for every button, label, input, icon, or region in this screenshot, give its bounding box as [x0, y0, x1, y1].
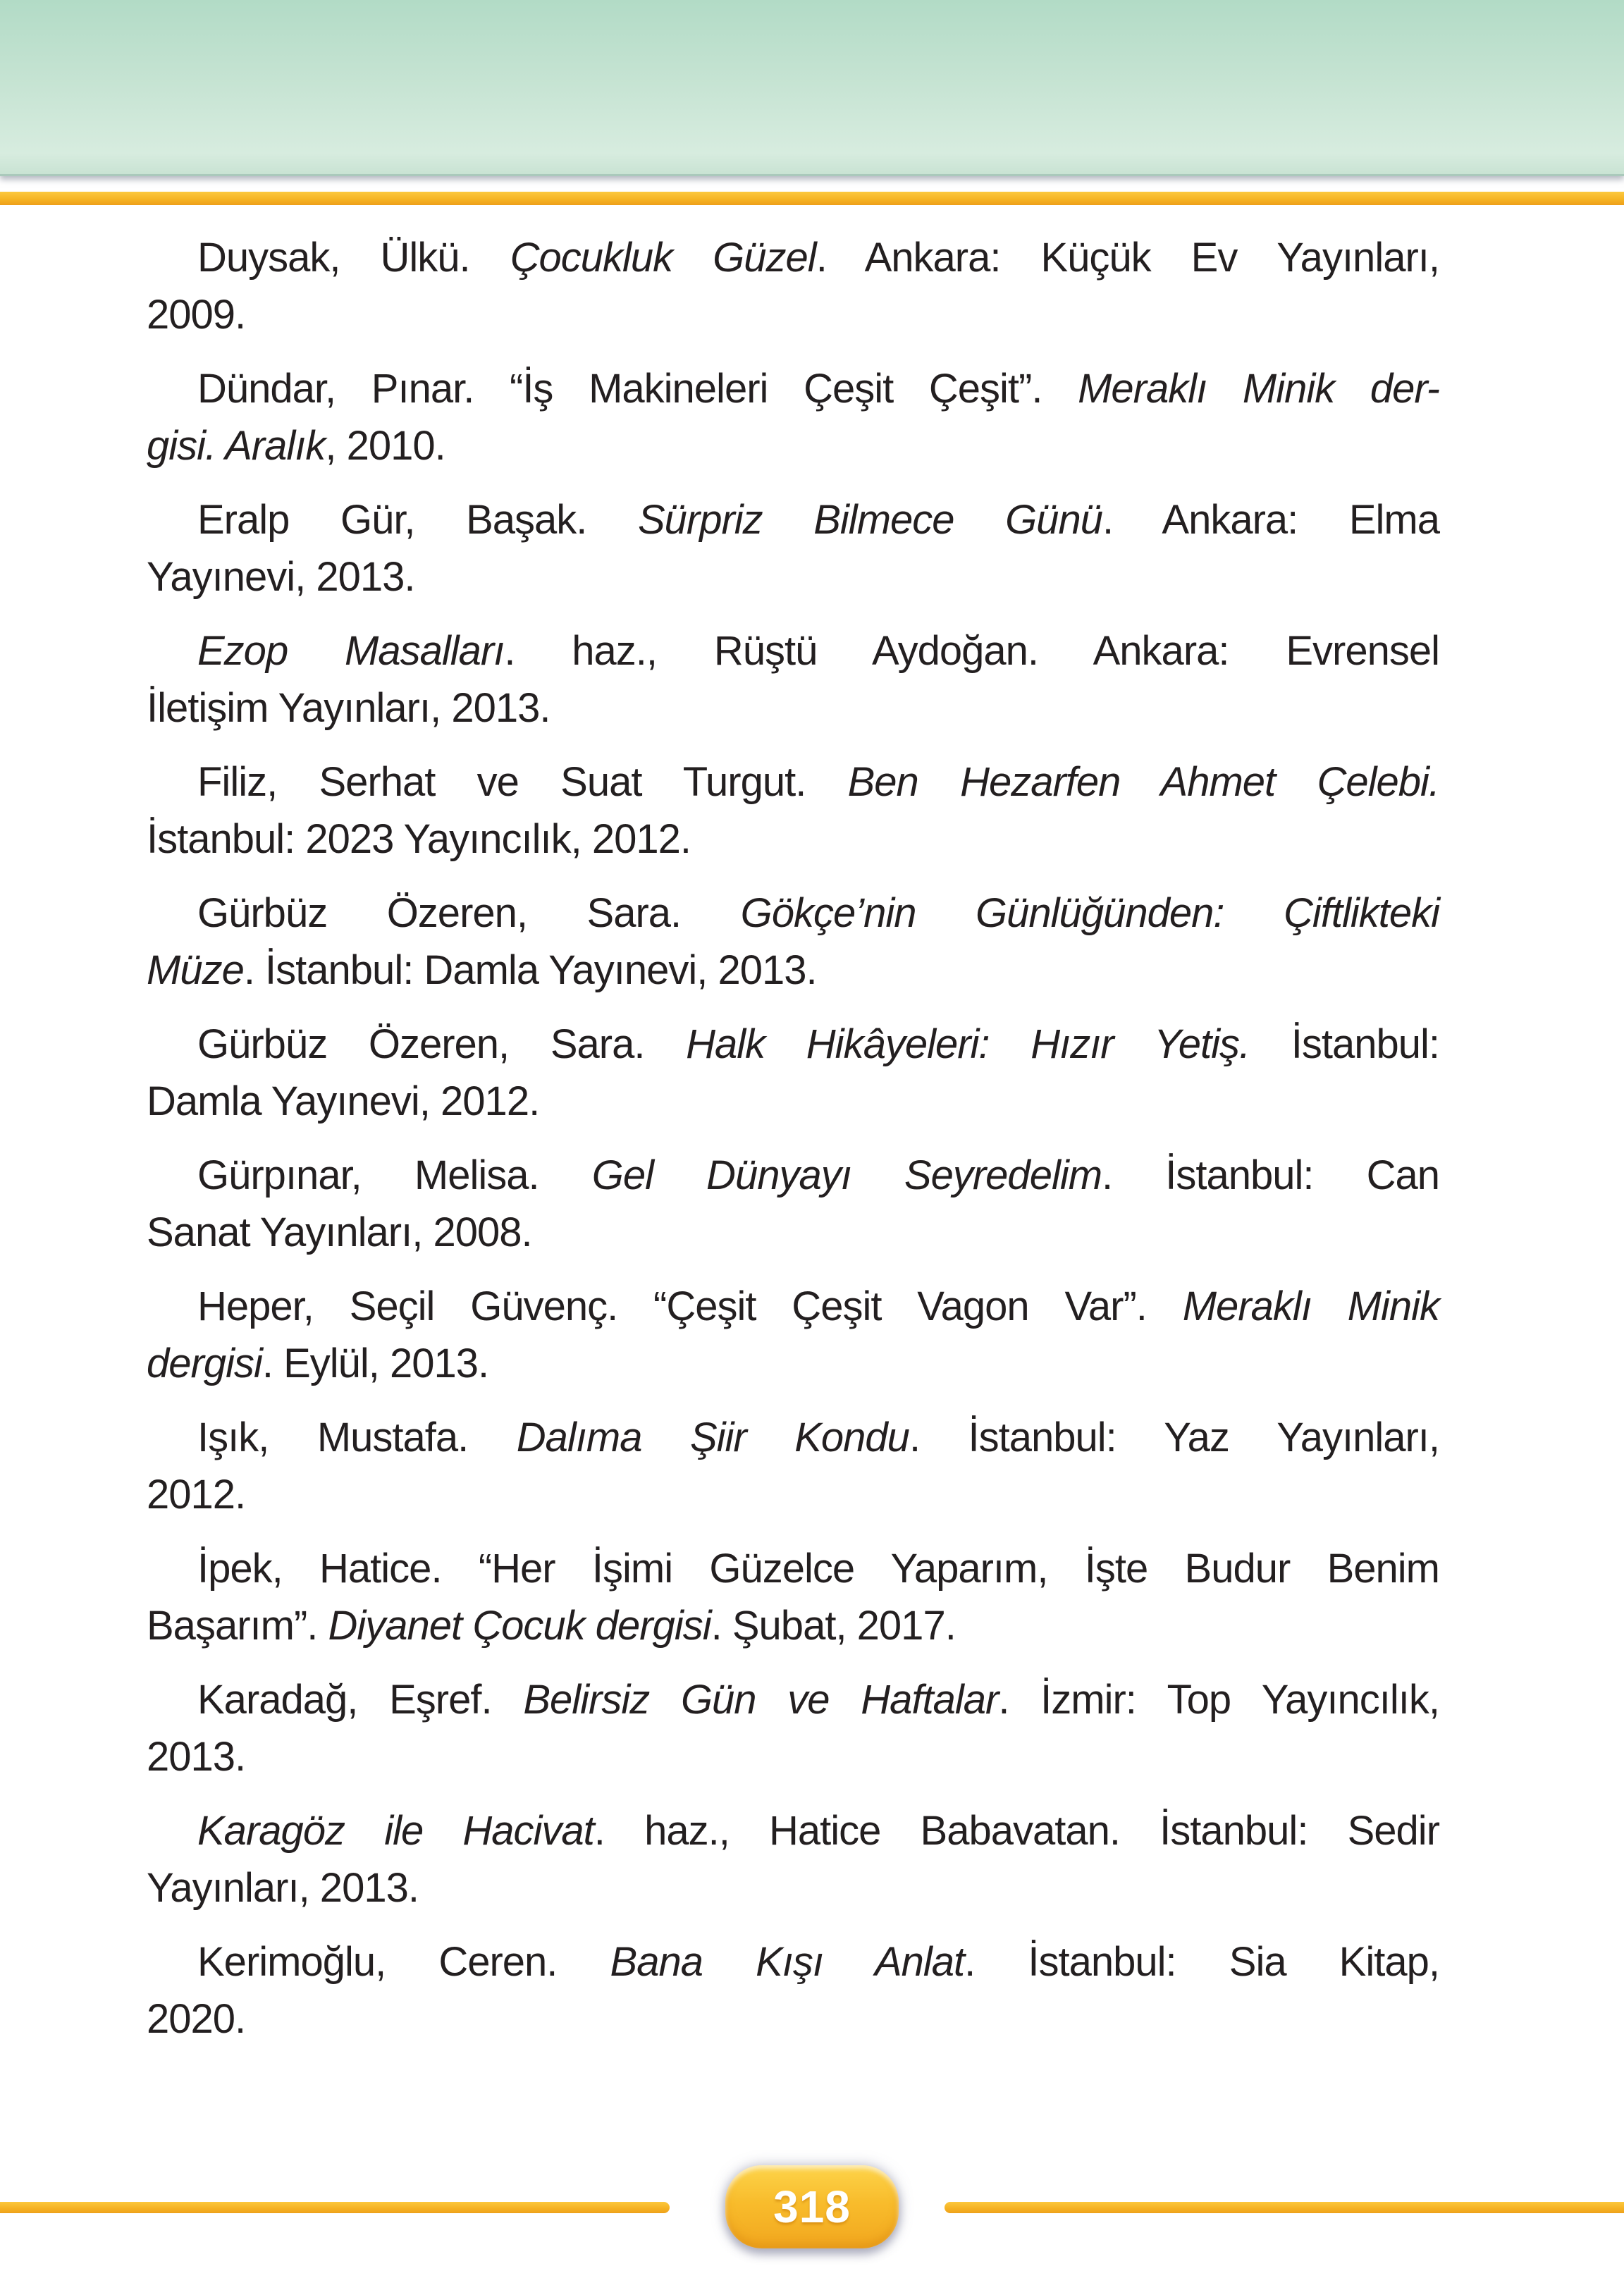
bibliography-entry — [147, 491, 1439, 605]
entry-line2 — [147, 811, 1439, 868]
entry-text: 2009. — [147, 292, 246, 338]
bibliography-entry — [147, 1802, 1439, 1916]
entry-line1 — [147, 1802, 1439, 1859]
entry-line1 — [147, 1933, 1439, 1990]
page-number: 318 — [773, 2181, 851, 2232]
entry-text: . Eylül, 2013. — [262, 1341, 489, 1386]
entry-text: İstanbul: — [1250, 1021, 1440, 1067]
entry-line1 — [147, 1278, 1439, 1335]
entry-text: . İstanbul: Can — [1102, 1152, 1439, 1198]
entry-line2 — [147, 942, 1439, 999]
entry-line2 — [147, 286, 1439, 343]
bibliography-entry — [147, 1933, 1439, 2048]
entry-text: . İstanbul: Sia Kitap, — [964, 1939, 1439, 1985]
entry-line2 — [147, 1990, 1439, 2048]
entry-text: Yayınları, 2013. — [147, 1865, 419, 1911]
entry-text-italic: Ben Hezarfen Ahmet Çelebi. — [847, 759, 1439, 805]
bibliography-entry — [147, 885, 1439, 999]
entry-text-italic: dergisi — [147, 1341, 262, 1386]
entry-text: Kerimoğlu, Ceren. — [197, 1939, 610, 1985]
entry-line2 — [147, 1728, 1439, 1785]
entry-line1 — [147, 1147, 1439, 1204]
bibliography-entry — [147, 229, 1439, 343]
entry-line1 — [147, 885, 1439, 942]
bibliography-entry — [147, 1147, 1439, 1261]
entry-line1 — [147, 1409, 1439, 1466]
entry-text: 2020. — [147, 1996, 246, 2042]
entry-text: İstanbul: 2023 Yayıncılık, 2012. — [147, 816, 691, 862]
entry-text: 2013. — [147, 1734, 246, 1780]
entry-text-italic: Bana Kışı Anlat — [610, 1939, 965, 1985]
bibliography-entry — [147, 1540, 1439, 1654]
entry-text-italic: gisi. Aralık — [147, 423, 326, 469]
entry-line1 — [147, 1540, 1439, 1597]
entry-text-italic: Ezop Masalları — [197, 628, 505, 674]
bibliography-list — [147, 229, 1439, 2064]
bibliography-entry — [147, 753, 1439, 868]
entry-text: Damla Yayınevi, 2012. — [147, 1078, 540, 1124]
entry-line2 — [147, 548, 1439, 605]
page-footer — [0, 2159, 1624, 2265]
entry-text: Gürpınar, Melisa. — [197, 1152, 592, 1198]
entry-line1 — [147, 753, 1439, 811]
entry-text: . Ankara: Küçük Ev Yayınları, — [816, 235, 1439, 281]
entry-line2 — [147, 1859, 1439, 1916]
entry-text: 2012. — [147, 1472, 246, 1518]
entry-text: . haz., Rüştü Aydoğan. Ankara: Evrensel — [504, 628, 1439, 674]
header-gold-rule — [0, 192, 1624, 205]
entry-text: Gürbüz Özeren, Sara. — [197, 1021, 687, 1067]
entry-text-italic: Gel Dünyayı Seyredelim — [591, 1152, 1102, 1198]
entry-text: . İstanbul: Yaz Yayınları, — [909, 1415, 1440, 1460]
entry-text: . Ankara: Elma — [1102, 497, 1439, 543]
entry-line1 — [147, 622, 1439, 679]
entry-text-italic: Halk Hikâyeleri: Hızır Yetiş. — [686, 1021, 1250, 1067]
page-number-badge — [725, 2165, 899, 2248]
entry-text: Yayınevi, 2013. — [147, 554, 415, 600]
entry-text-italic: Sürpriz Bilmece Günü — [637, 497, 1102, 543]
entry-line1 — [147, 1016, 1439, 1073]
entry-text: Sanat Yayınları, 2008. — [147, 1209, 532, 1255]
entry-line2 — [147, 1204, 1439, 1261]
entry-text-italic: Çocukluk Güzel — [510, 235, 816, 281]
entry-text: . İstanbul: Damla Yayınevi, 2013. — [243, 947, 817, 993]
entry-line1 — [147, 1671, 1439, 1728]
entry-text: , 2010. — [325, 423, 445, 469]
entry-line2 — [147, 417, 1439, 474]
bibliography-entry — [147, 1278, 1439, 1392]
entry-line2 — [147, 679, 1439, 737]
bibliography-entry — [147, 360, 1439, 474]
entry-line1 — [147, 229, 1439, 286]
entry-text-italic: Dalıma Şiir Kondu — [516, 1415, 909, 1460]
entry-text: Gürbüz Özeren, Sara. — [197, 890, 741, 936]
bibliography-entry — [147, 1671, 1439, 1785]
entry-text: Heper, Seçil Güvenç. “Çeşit Çeşit Vagon Var”. — [197, 1283, 1183, 1329]
entry-text: İpek, Hatice. “Her İşimi Güzelce Yaparım, İşte Budur Benim — [197, 1546, 1439, 1592]
entry-text-italic: Meraklı Minik der- — [1078, 366, 1440, 412]
entry-text-italic: Gökçe’nin Günlüğünden: Çiftlikteki — [740, 890, 1439, 936]
entry-line2 — [147, 1597, 1439, 1654]
entry-text: Karadağ, Eşref. — [197, 1677, 524, 1723]
entry-text-italic: Müze — [147, 947, 244, 993]
bibliography-entry — [147, 622, 1439, 737]
entry-text: Dündar, Pınar. “İş Makineleri Çeşit Çeşit”. — [197, 366, 1078, 412]
entry-text: Başarım”. — [147, 1603, 328, 1649]
entry-text-italic: Diyanet Çocuk dergisi — [328, 1603, 711, 1649]
entry-text: İletişim Yayınları, 2013. — [147, 685, 550, 731]
footer-rule-left — [0, 2202, 670, 2213]
entry-line2 — [147, 1335, 1439, 1392]
footer-rule-right — [945, 2202, 1624, 2213]
entry-text-italic: Karagöz ile Hacivat — [197, 1808, 594, 1854]
entry-text: . haz., Hatice Babavatan. İstanbul: Sedir — [593, 1808, 1440, 1854]
entry-text: Işık, Mustafa. — [197, 1415, 517, 1460]
entry-text-italic: Belirsiz Gün ve Haftalar — [523, 1677, 999, 1723]
entry-line2 — [147, 1073, 1439, 1130]
header-gradient-band — [0, 0, 1624, 176]
bibliography-entry — [147, 1409, 1439, 1523]
entry-line2 — [147, 1466, 1439, 1523]
entry-line1 — [147, 360, 1439, 417]
bibliography-entry — [147, 1016, 1439, 1130]
entry-text: Eralp Gür, Başak. — [197, 497, 638, 543]
entry-text: Filiz, Serhat ve Suat Turgut. — [197, 759, 848, 805]
entry-line1 — [147, 491, 1439, 548]
entry-text: . İzmir: Top Yayıncılık, — [998, 1677, 1439, 1723]
entry-text: . Şubat, 2017. — [710, 1603, 956, 1649]
entry-text: Duysak, Ülkü. — [197, 235, 510, 281]
entry-text-italic: Meraklı Minik — [1182, 1283, 1439, 1329]
